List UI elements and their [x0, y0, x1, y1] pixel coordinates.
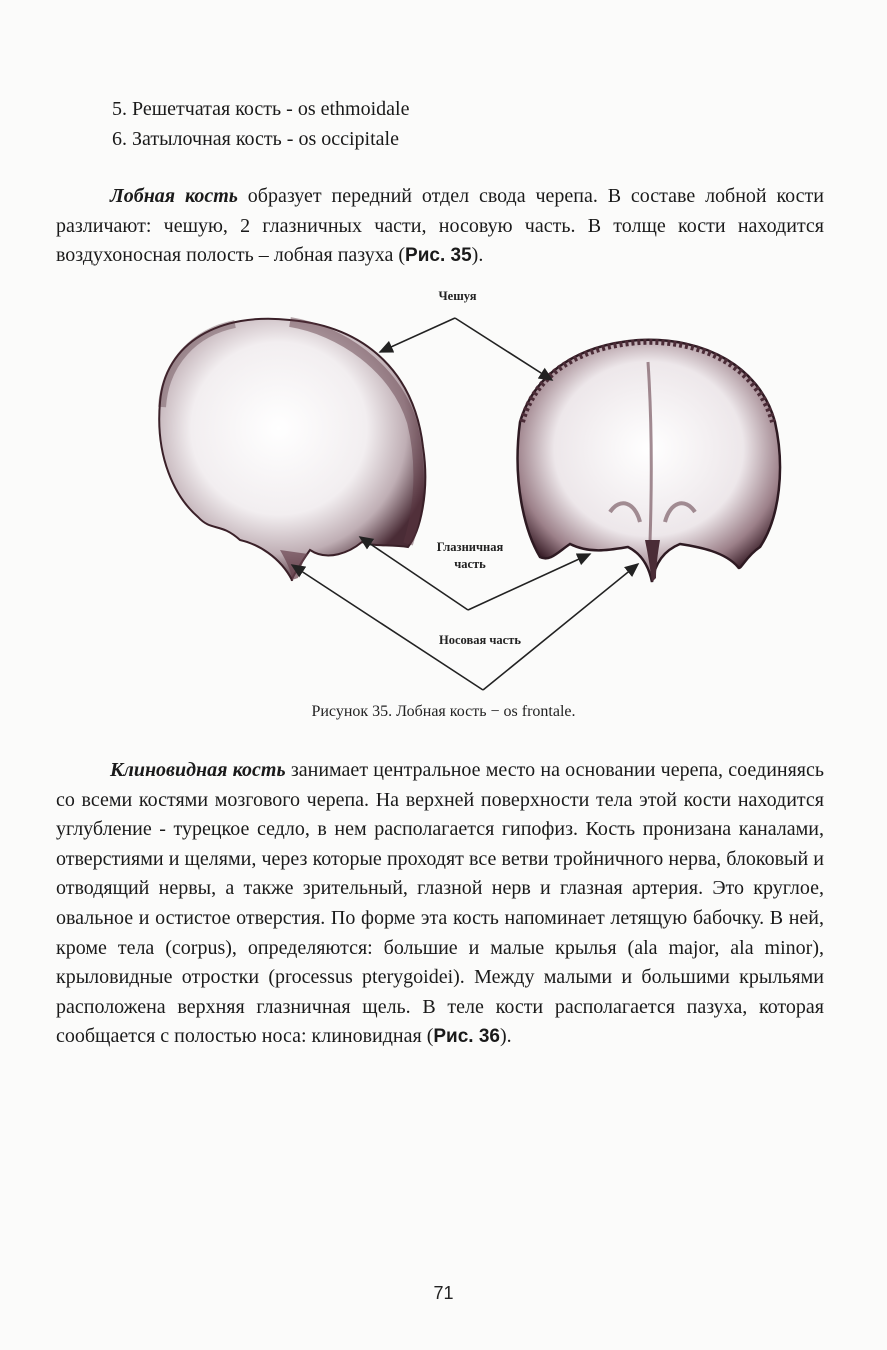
paragraph-sphenoid-end: ). — [500, 1025, 512, 1048]
paragraph-sphenoid-text: занимает центральное место на основании черепа, соединяясь со всеми костями мозгового черепа. На верхней поверхности тела этой кости находится углубление - турецкое седло, в нем располагается гипофиз. Кость пронизана каналами, отверстиями и щелями, через которые проходят все ветви тройничного нерва, блоковый и отводящий нервы, а также зрительный, глазной нерв и глазная артерия. Это круглое, овальное и остистое отверстия. По форме эта кость напоминает летящую бабочку. В ней, кроме тела (corpus), определяются: большие и малые крылья (ala major, ala minor), крыловидные отростки (processus pterygoidei). Между малыми и большими крыльями расположена верхняя глазничная щель. В теле кости располагается пазуха, которая сообщается с полостью носа: клиновидная ( — [56, 759, 824, 1048]
figure-caption: Рисунок 35. Лобная кость − os frontale. — [311, 703, 576, 720]
label-nasal-part: Носовая часть — [439, 633, 521, 647]
paragraph-frontal-text: образует передний отдел свода черепа. В составе лобной кости различают: чешую, 2 глазничных части, носовую часть. В толще кости находится воздухоносная полость – лобная пазуха ( — [56, 185, 825, 267]
term-sphenoid-bone: Клиновидная кость — [110, 759, 286, 781]
frontal-bone-anterior-view — [159, 319, 425, 580]
paragraph-frontal-end: ). — [471, 244, 484, 267]
figure-ref-35: Рис. 35 — [405, 245, 472, 267]
page-number: 71 — [433, 1283, 454, 1303]
frontal-bone-posterior-view — [518, 340, 780, 582]
paragraph-sphenoid-bone — [56, 756, 824, 1052]
label-orbital-part-line2: часть — [454, 557, 486, 571]
figure-ref-36: Рис. 36 — [433, 1026, 500, 1048]
figure-frontal-bone — [140, 282, 790, 702]
label-squama: Чешуя — [438, 289, 477, 303]
list-item-occipital: 6. Затылочная кость - os occipitale — [112, 128, 399, 150]
label-orbital-part-line1: Глазничная — [436, 540, 504, 554]
paragraph-frontal-bone — [56, 182, 824, 271]
term-frontal-bone: Лобная кость — [110, 185, 238, 207]
list-item-ethmoid: 5. Решетчатая кость - os ethmoidale — [112, 98, 410, 120]
